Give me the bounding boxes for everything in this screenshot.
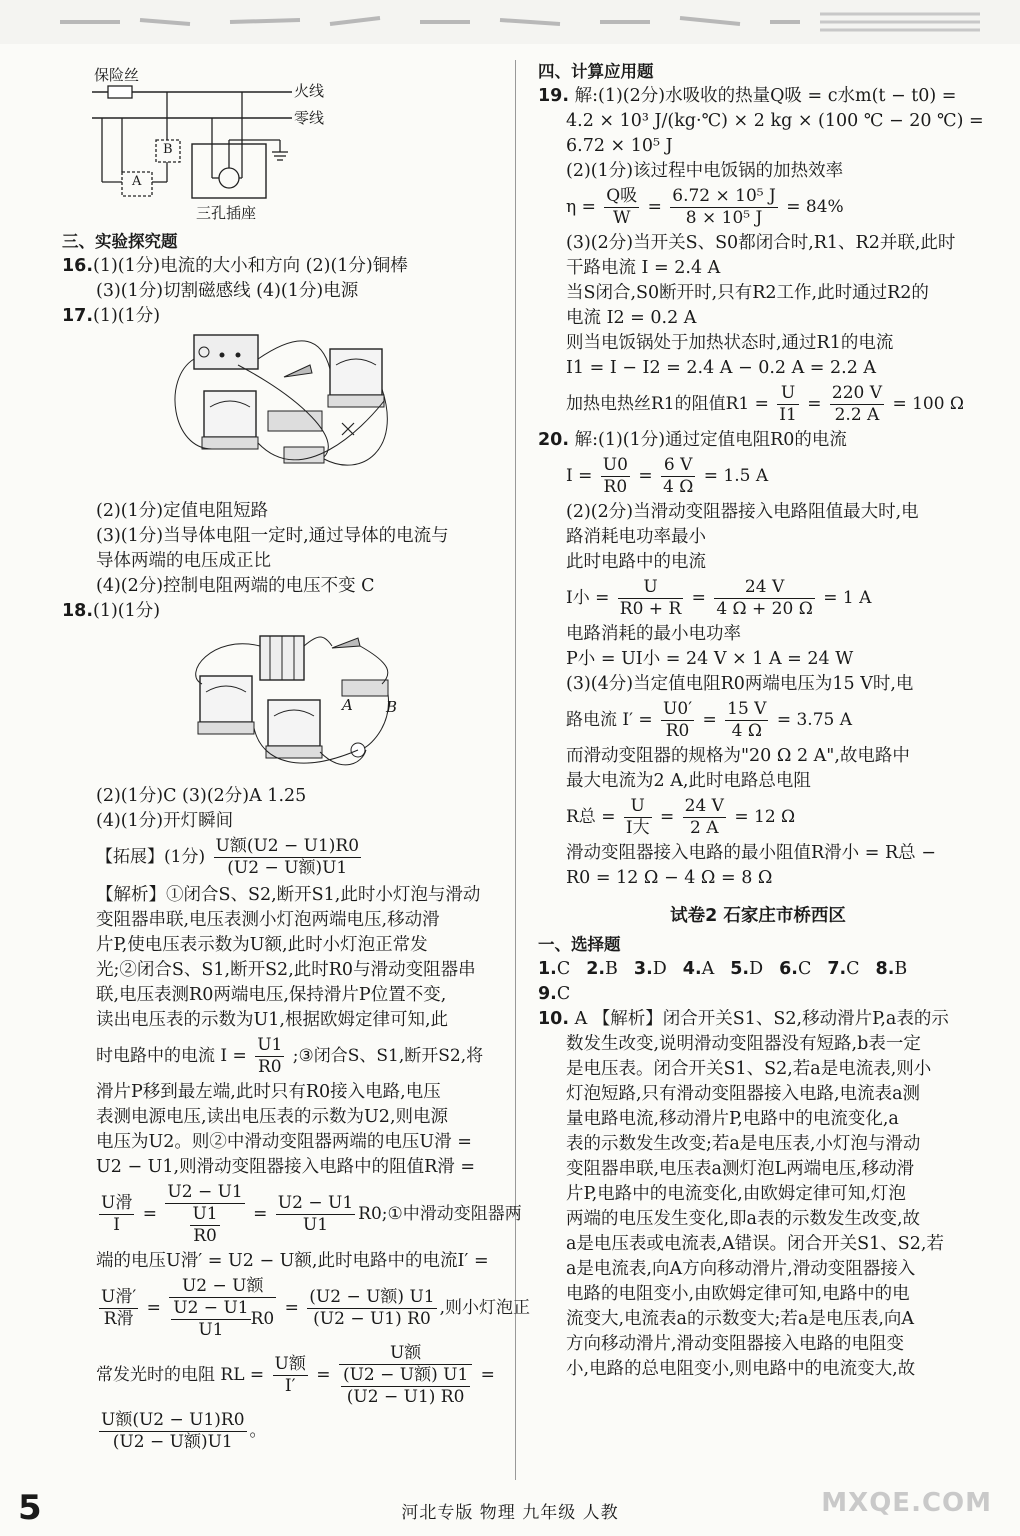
q20-line9: 最大电流为2 A,此时电路总电阻 <box>566 771 811 791</box>
answer-item <box>586 959 618 979</box>
eq1-f2dd: R0 <box>193 1226 217 1246</box>
answer-val: B <box>894 959 908 979</box>
eq1-f1n: U滑 <box>101 1193 133 1213</box>
q16-number: 16. <box>62 256 94 276</box>
analysis-7a: 时电路中的电流 I = <box>96 1046 247 1066</box>
eq3-frac2 <box>339 1343 472 1408</box>
footer-text: 河北专版 物理 九年级 人教 <box>401 1503 619 1523</box>
q19-line1 <box>538 84 978 109</box>
q17-apparatus-figure <box>62 329 502 499</box>
eq2-f3d: (U2 − U1) R0 <box>313 1309 431 1329</box>
eq2-frac1 <box>99 1287 138 1330</box>
eq3-f2dn: (U2 − U额) U1 <box>342 1365 469 1385</box>
eta-frac2 <box>670 186 778 229</box>
eta-pre: η = <box>566 197 596 217</box>
eq3-f1d: I′ <box>284 1376 296 1396</box>
eq2-f2n: U2 − U额 <box>169 1276 276 1298</box>
analysis-7b: ;③闭合S、S1,断开S2,将 <box>292 1046 484 1066</box>
analysis-line7 <box>96 1035 502 1078</box>
q10-number: 10. <box>538 1009 570 1029</box>
eq2-frac3 <box>307 1287 436 1330</box>
i2-f2n: 15 V <box>727 699 767 719</box>
eq2-f2dn: U2 − U1 <box>173 1298 249 1318</box>
r-pre: 加热电热丝R1的阻值R1 = <box>566 394 769 414</box>
q20-current: I = $\frac{U0}{R0}$ = $\frac{6 V}{4 \Omega}$ = 1.5 A <box>566 455 769 497</box>
q10-text-line: a是电压表或电流表,A错误。闭合开关S1、S2,若 <box>566 1234 944 1254</box>
q20-line6: P小 = UI小 = 24 V × 1 A = 24 W <box>566 649 854 669</box>
imin-f2n: 24 V <box>714 577 815 599</box>
q10-text-line: a是电流表,向A方向移动滑片,滑动变阻器接入 <box>566 1259 916 1279</box>
r-f1d: I1 <box>779 405 797 425</box>
q20-number: 20. <box>538 430 570 450</box>
answer-num: 2. <box>586 959 606 979</box>
ext-denominator: (U2 − U额)U1 <box>227 858 348 878</box>
r-f2d: 2.2 A <box>834 405 880 425</box>
analysis-eq1: $\frac{\text{U滑}}{I}$ = $\frac{U2 - U1}{\frac{U1}{R0}}$ = $\frac{U2 - U1}{U1}$ R0;①中滑动变阻器两 <box>101 1182 522 1246</box>
voltmeter <box>200 676 252 722</box>
eq1-f2dn: U1 <box>192 1204 218 1224</box>
q17-line3: (3)(1分)当导体电阻一定时,通过导体的电流与 <box>96 526 449 546</box>
q16-text1: (1)(1分)电流的大小和方向 (2)(1分)铜棒 <box>93 256 408 276</box>
analysis-eq3: 常发光时的电阻 RL = $\frac{\text{U额}}{I'}$ = $\frac{\text{U额}}{\frac{\text{(U2 − U额) U1}}{(U2 - U1) R0}}$ = <box>96 1343 495 1407</box>
eq1-frac1 <box>99 1193 134 1236</box>
imin-frac1 <box>618 577 683 620</box>
q19-text1: 解:(1)(2分)水吸收的热量Q吸 = c水m(t − t0) = <box>574 86 957 106</box>
r-frac1 <box>777 383 799 426</box>
text-line: 变阻器串联,电压表测小灯泡两端电压,移动滑 <box>96 910 440 930</box>
r-f1n: U <box>777 383 799 405</box>
section-4-title: 四、计算应用题 <box>538 62 654 81</box>
rt-pre: R总 = <box>566 807 616 827</box>
r-f2n: 220 V <box>831 383 883 403</box>
answer-val: D <box>749 959 764 979</box>
eta-f2d: 8 × 10⁵ J <box>685 208 763 228</box>
eta-f2n: 6.72 × 10⁵ J <box>672 186 776 206</box>
eq1-f1d: I <box>113 1215 121 1235</box>
right-column <box>538 60 984 1382</box>
i2-result: = 3.75 A <box>776 710 853 730</box>
q10-line1 <box>538 1007 978 1032</box>
watermark: MXQE.COM <box>821 1488 992 1518</box>
text-line: 读出电压表的示数为U1,根据欧姆定律可知,此 <box>96 1010 449 1030</box>
q20-line11: R0 = 12 Ω − 4 Ω = 8 Ω <box>566 868 773 888</box>
answer-num: 8. <box>875 959 895 979</box>
i-frac2 <box>661 455 695 498</box>
switch <box>332 638 360 648</box>
q20-line2: (2)(2分)当滑动变阻器接入电路阻值最大时,电 <box>566 502 919 522</box>
rt-f1n: U <box>624 796 652 818</box>
answer-9-val: C <box>556 984 571 1004</box>
q18-line2: (2)(1分)C (3)(2分)A 1.25 <box>96 786 307 806</box>
eq1-f2n: U2 − U1 <box>167 1182 243 1202</box>
eq4-d: (U2 − U额)U1 <box>112 1432 233 1452</box>
rheostat <box>342 680 388 696</box>
q10-text-line: 量电路电流,移动滑片P,电路中的电流变化,a <box>566 1109 899 1129</box>
analysis-lines <box>96 883 502 1033</box>
q10-text-line: 表的示数发生改变;若a是电压表,小灯泡与滑动 <box>566 1134 921 1154</box>
terminal-a-label: A <box>342 696 353 714</box>
eq1-frac2 <box>165 1182 244 1247</box>
eq2-f1d: R滑 <box>103 1309 134 1329</box>
live-wire-label: 火线 <box>294 82 325 100</box>
eq2-frac2 <box>169 1276 276 1341</box>
ammeter <box>268 700 320 746</box>
analysis-lines2 <box>96 1080 502 1180</box>
eq1-f3n: U2 − U1 <box>277 1193 354 1213</box>
q10-text-line: 数发生改变,说明滑动变阻器没有短路,b表一定 <box>566 1034 921 1054</box>
i2-frac2 <box>725 699 768 742</box>
q19-line2: 4.2 × 10³ J/(kg·℃) × 2 kg × (100 ℃ − 20 ℃) = <box>566 111 984 131</box>
q19-line8: 电流 I2 = 0.2 A <box>566 308 697 328</box>
q19-line3: 6.72 × 10⁵ J <box>566 136 673 156</box>
ext-numerator: U额(U2 − U1)R0 <box>215 836 360 856</box>
text-line: 表测电源电压,读出电压表的示数为U2,则电源 <box>96 1107 449 1127</box>
eq2-f2d <box>169 1298 276 1341</box>
i-f1d: R0 <box>603 477 628 497</box>
q16-line2: (3)(1分)切割磁感线 (4)(1分)电源 <box>96 281 359 301</box>
section-1-title: 一、选择题 <box>538 935 621 954</box>
i2-f1d: R0 <box>665 721 690 741</box>
q17-line4: 导体两端的电压成正比 <box>96 551 271 571</box>
eq2-f1n: U滑′ <box>101 1287 137 1307</box>
q18-text1: (1)(1分) <box>93 601 161 621</box>
q20-line4: 此时电路中的电流 <box>566 552 706 572</box>
eq3-frac1 <box>273 1354 308 1397</box>
imin-f1n: U <box>618 577 683 599</box>
wiring-diagram <box>62 60 502 230</box>
rt-result: = 12 Ω <box>734 807 796 827</box>
imin-frac2 <box>714 577 815 620</box>
analysis-eq4 <box>96 1410 502 1453</box>
q17-line1 <box>62 304 502 329</box>
eq2-f2r: R0 <box>250 1309 275 1329</box>
q17-text1: (1)(1分) <box>93 306 161 326</box>
fuse-symbol <box>108 86 132 98</box>
q19-line5: (3)(2分)当开关S、S0都闭合时,R1、R2并联,此时 <box>566 233 956 253</box>
q10-text-line: 变阻器串联,电压表a测灯泡L两端电压,移动滑 <box>566 1159 915 1179</box>
text-line: 【解析】①闭合S、S2,断开S1,此时小灯泡与滑动 <box>96 885 481 905</box>
q19-resistance: 加热电热丝R1的阻值R1 = $\frac{U}{I1}$ = $\frac{220 V}{2.2 A}$ = 100 Ω <box>566 383 965 425</box>
paper2-title: 试卷2 石家庄市桥西区 <box>670 906 846 926</box>
q19-line9: 则当电饭锅处于加热状态时,通过R1的电流 <box>566 333 894 353</box>
eq4-n: U额(U2 − U1)R0 <box>101 1410 245 1430</box>
answer-item <box>730 959 763 979</box>
answer-num: 7. <box>827 959 847 979</box>
i-frac1 <box>601 455 630 498</box>
analysis-end1: 端的电压U滑′ = U2 − U额,此时电路中的电流I′ = <box>96 1251 489 1271</box>
eta-f1d: W <box>612 208 631 228</box>
frac-n: U1 <box>257 1035 283 1055</box>
answer-val: C <box>556 959 571 979</box>
eq1-f2d <box>165 1204 244 1247</box>
q10-text-line: 方向移动滑片,滑动变阻器接入电路的电阻变 <box>566 1334 905 1354</box>
q18-line3: (4)(1分)开灯瞬间 <box>96 811 234 831</box>
switch <box>284 365 312 377</box>
terminal-b-label: B <box>386 698 398 716</box>
extension-label: 【拓展】(1分) <box>96 847 206 867</box>
rt-frac2 <box>683 796 726 839</box>
q10-text-line: 小,电路的总电阻变小,则电路中的电流变大,故 <box>566 1359 916 1379</box>
q20-line3: 路消耗电功率最小 <box>566 527 706 547</box>
q19-line10: I1 = I − I2 = 2.4 A − 0.2 A = 2.2 A <box>566 358 877 378</box>
q18-apparatus-figure <box>62 624 502 784</box>
q18-extension <box>62 836 502 879</box>
q10-text-line: 是电压表。闭合开关S1、S2,若a是电流表,则小 <box>566 1059 932 1079</box>
voltmeter <box>330 349 382 395</box>
q20-text1: 解:(1)(1分)通过定值电阻R0的电流 <box>574 430 847 450</box>
q19-line6: 干路电流 I = 2.4 A <box>566 258 721 278</box>
eq3-f2dd: (U2 − U1) R0 <box>346 1387 465 1407</box>
q19-line7: 当S闭合,S0断开时,只有R2工作,此时通过R2的 <box>566 283 929 303</box>
q20-line5: 电路消耗的最小电功率 <box>566 624 741 644</box>
analysis-eq2: $\frac{\text{U滑′}}{\text{R滑}}$ = U2 − U额 $\frac{U2 - U1}{U1}$ R0 = $\frac{\text{(U2 − U额) U1}}{(U2 - U1) R0}$ ,则小灯泡正 <box>101 1276 531 1340</box>
rt-f2d: 2 A <box>690 818 719 838</box>
i2-frac1 <box>661 699 694 742</box>
q20-line10: 滑动变阻器接入电路的最小阻值R滑小 = R总 − <box>566 843 936 863</box>
r-frac2 <box>830 383 884 426</box>
q17-number: 17. <box>62 306 94 326</box>
eq4-tail: 。 <box>249 1421 267 1441</box>
answer-item <box>683 959 714 979</box>
answer-9 <box>538 982 978 1007</box>
answer-num: 6. <box>779 959 798 979</box>
section-3-title: 三、实验探究题 <box>62 232 178 251</box>
q17-line5: (4)(2分)控制电阻两端的电压不变 C <box>96 576 375 596</box>
header-decoration <box>0 0 1020 44</box>
q10-text-line: 两端的电压发生变化,即a表的示数发生改变,故 <box>566 1209 921 1229</box>
answer-item <box>634 959 667 979</box>
imin-f2d: 4 Ω + 20 Ω <box>716 599 813 619</box>
text-line: 联,电压表测R0两端电压,保持滑片P位置不变, <box>96 985 447 1005</box>
analysis-block <box>62 883 531 1453</box>
eq3-pre: 常发光时的电阻 RL = <box>96 1365 265 1385</box>
i-f1n: U0 <box>602 455 628 475</box>
i-pre: I = <box>566 466 593 486</box>
q18-apparatus-svg <box>62 624 502 784</box>
text-line: 电压为U2。则②中滑动变阻器两端的电压U滑 = <box>96 1132 472 1152</box>
q10-text-line: 片P,电路中的电流变化,由欧姆定律可知,灯泡 <box>566 1184 906 1204</box>
eq1-frac3 <box>276 1193 355 1236</box>
q17-line2: (2)(1分)定值电阻短路 <box>96 501 269 521</box>
q20-line7: (3)(4分)当定值电阻R0两端电压为15 V时,电 <box>566 674 914 694</box>
q10-text-line: 流变大,电流表a的示数变大;若a是电压表,向A <box>566 1309 915 1329</box>
i2-f1n: U0′ <box>663 699 693 719</box>
answer-9-num: 9. <box>538 984 557 1004</box>
socket-label: 三孔插座 <box>196 204 257 222</box>
q10-text-line: 电路的电阻变小,由欧姆定律可知,电路中的电 <box>566 1284 910 1304</box>
neutral-wire-label: 零线 <box>294 109 325 127</box>
column-divider <box>515 60 516 1480</box>
q19-number: 19. <box>538 86 570 106</box>
text-line: 滑片P移到最左端,此时只有R0接入电路,电压 <box>96 1082 441 1102</box>
q19-efficiency: η = $\frac{\text{Q吸}}{W}$ = $\frac{\text{6.72 × 10⁵ J}}{\text{8 × 10⁵ J}}$ = 84% <box>566 186 844 228</box>
answer-item <box>827 959 859 979</box>
imin-result: = 1 A <box>823 588 872 608</box>
ammeter <box>204 391 256 437</box>
eq3-f2d <box>339 1365 472 1408</box>
eta-result: = 84% <box>786 197 844 217</box>
q19-line4: (2)(1分)该过程中电饭锅的加热效率 <box>566 161 844 181</box>
i2-f2d: 4 Ω <box>731 721 762 741</box>
eq1-tail: R0;①中滑动变阻器两 <box>358 1204 522 1224</box>
i2-pre: 路电流 I′ = <box>566 710 653 730</box>
answer-val: C <box>797 959 812 979</box>
q20-line8: 而滑动变阻器的规格为"20 Ω 2 A",故电路中 <box>566 746 910 766</box>
resistor <box>268 411 322 431</box>
eq3-f2n: U额 <box>339 1343 472 1365</box>
text-line: 光;②闭合S、S1,断开S2,此时R0与滑动变阻器串 <box>96 960 476 980</box>
eta-f1n: Q吸 <box>606 186 638 206</box>
imin-f1d: R0 + R <box>619 599 682 619</box>
rt-frac1 <box>624 796 652 839</box>
eq2-f3n: (U2 − U额) U1 <box>309 1287 435 1307</box>
box-a-label: A <box>132 174 142 189</box>
q20-current2: 路电流 I′ = $\frac{U0'}{R0}$ = $\frac{15 V}{4 \Omega}$ = 3.75 A <box>566 699 853 741</box>
q18-number: 18. <box>62 601 94 621</box>
eq2-tail: ,则小灯泡正 <box>439 1298 531 1318</box>
answers-row <box>538 957 978 982</box>
answer-val: B <box>605 959 618 979</box>
left-column <box>62 60 531 1455</box>
eq3-f1n: U额 <box>274 1354 306 1374</box>
answer-item <box>779 959 811 979</box>
frac-u1-r0 <box>255 1035 284 1078</box>
page-number: 5 <box>18 1488 42 1528</box>
q10-lines <box>538 1032 978 1382</box>
frac-d: R0 <box>257 1057 282 1077</box>
answer-num: 5. <box>730 959 750 979</box>
power-supply <box>194 335 258 369</box>
rt-f1d: I大 <box>625 818 650 838</box>
extension-fraction <box>214 836 362 879</box>
answer-num: 1. <box>538 959 557 979</box>
i-result: = 1.5 A <box>703 466 769 486</box>
q17-apparatus-svg <box>62 329 502 499</box>
answer-val: C <box>846 959 860 979</box>
eq1-f3d: U1 <box>302 1215 329 1235</box>
answer-val: D <box>652 959 667 979</box>
q16-line1 <box>62 254 502 279</box>
rt-f2n: 24 V <box>684 796 724 816</box>
fuse-label: 保险丝 <box>94 66 140 84</box>
q20-line1 <box>538 428 978 453</box>
answer-num: 4. <box>682 959 702 979</box>
text-line: U2 − U1,则滑动变阻器接入电路中的阻值R滑 = <box>96 1157 476 1177</box>
imin-pre: I小 = <box>566 588 610 608</box>
r-result: = 100 Ω <box>892 394 965 414</box>
text-line: 片P,使电压表示数为U额,此时小灯泡正常发 <box>96 935 428 955</box>
q10-text1: A 【解析】闭合开关S1、S2,移动滑片P,a表的示 <box>574 1009 949 1029</box>
q10-text-line: 灯泡短路,只有滑动变阻器接入电路,电流表a测 <box>566 1084 921 1104</box>
answer-item <box>538 959 570 979</box>
eq4-frac <box>99 1410 247 1453</box>
answer-num: 3. <box>633 959 653 979</box>
answer-item <box>876 959 908 979</box>
answer-val: A <box>701 959 715 979</box>
q20-min-current: I小 = $\frac{U}{R0 + R}$ = $\frac{24 V}{4 \Omega + 20 \Omega}$ = 1 A <box>566 577 872 619</box>
q18-line1 <box>62 599 502 624</box>
eq2-f2dd: U1 <box>198 1320 224 1340</box>
q20-total-resistance: R总 = $\frac{U}{\text{I大}}$ = $\frac{24 V}{2 A}$ = 12 Ω <box>566 796 796 838</box>
i-f2d: 4 Ω <box>663 477 694 497</box>
eta-frac1 <box>604 186 639 229</box>
box-b-label: B <box>163 142 173 157</box>
i-f2n: 6 V <box>661 455 695 477</box>
